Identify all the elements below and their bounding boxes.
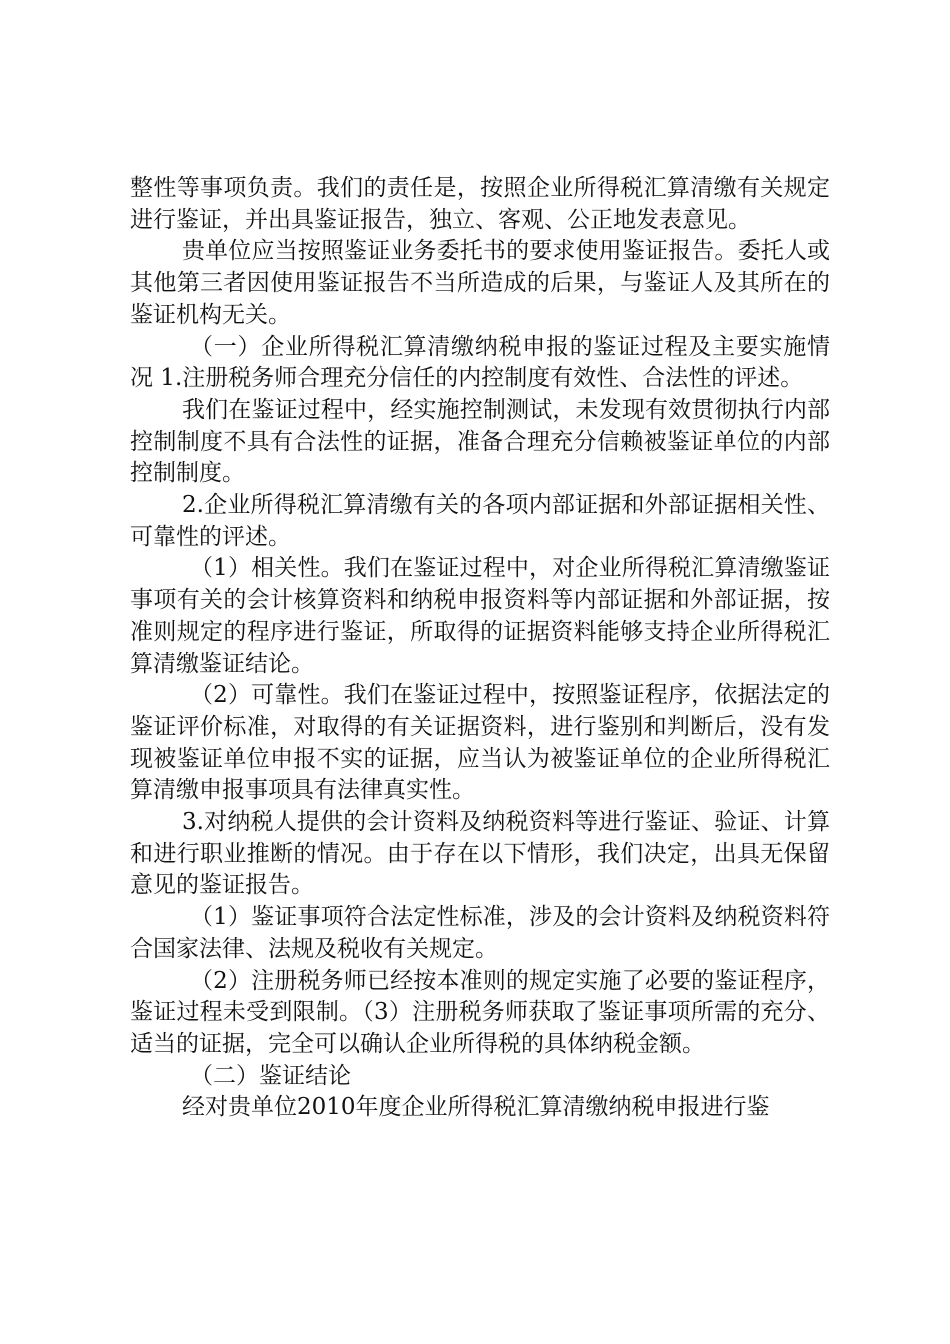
document-body: [130, 173, 830, 1124]
paragraph-conclusion-start: 经对贵单位2010年度企业所得税汇算清缴纳税申报进行鉴: [182, 1094, 770, 1121]
paragraph-control-test: 我们在鉴证过程中，经实施控制测试，未发现有效贯彻执行内部控制制度不具有合法性的证据，准备合理充分信赖被鉴证单位的内部控制制度。: [130, 396, 830, 487]
paragraph-relevance: （1）相关性。我们在鉴证过程中，对企业所得税汇算清缴鉴证事项有关的会计核算资料和纳税申报资料等内部证据和外部证据，按准则规定的程序进行鉴证，所取得的证据资料能够支持企业所得税汇算清缴鉴证结论。: [130, 555, 830, 677]
paragraph-section-two-heading: （二）鉴证结论: [190, 1062, 351, 1089]
paragraph-condition-1: （1）鉴证事项符合法定性标准，涉及的会计资料及纳税资料符合国家法律、法规及税收有关规定。: [130, 904, 830, 962]
paragraph-responsibility: 整性等事项负责。我们的责任是，按照企业所得税汇算清缴有关规定进行鉴证，并出具鉴证报告，独立、客观、公正地发表意见。: [130, 175, 830, 233]
paragraph-item-2: 2.企业所得税汇算清缴有关的各项内部证据和外部证据相关性、可靠性的评述。: [130, 492, 830, 550]
paragraph-item-3: 3.对纳税人提供的会计资料及纳税资料等进行鉴证、验证、计算和进行职业推断的情况。由于存在以下情形，我们决定，出具无保留意见的鉴证报告。: [130, 809, 830, 899]
paragraph-section-one-heading: （一）企业所得税汇算清缴纳税申报的鉴证过程及主要实施情况 1.注册税务师合理充分信任的内控制度有效性、合法性的评述。: [130, 333, 830, 392]
paragraph-condition-2-3: （2）注册税务师已经按本准则的规定实施了必要的鉴证程序，鉴证过程未受到限制。（3）注册税务师获取了鉴证事项所需的充分、适当的证据，完全可以确认企业所得税的具体纳税金额。: [130, 967, 830, 1057]
paragraph-reliability: （2）可靠性。我们在鉴证过程中，按照鉴证程序，依据法定的鉴证评价标准，对取得的有关证据资料，进行鉴别和判断后，没有发现被鉴证单位申报不实的证据，应当认为被鉴证单位的企业所得税汇算清缴申报事项具有法律真实性。: [130, 682, 830, 804]
paragraph-report-usage: 贵单位应当按照鉴证业务委托书的要求使用鉴证报告。委托人或其他第三者因使用鉴证报告不当所造成的后果，与鉴证人及其所在的鉴证机构无关。: [130, 238, 830, 328]
